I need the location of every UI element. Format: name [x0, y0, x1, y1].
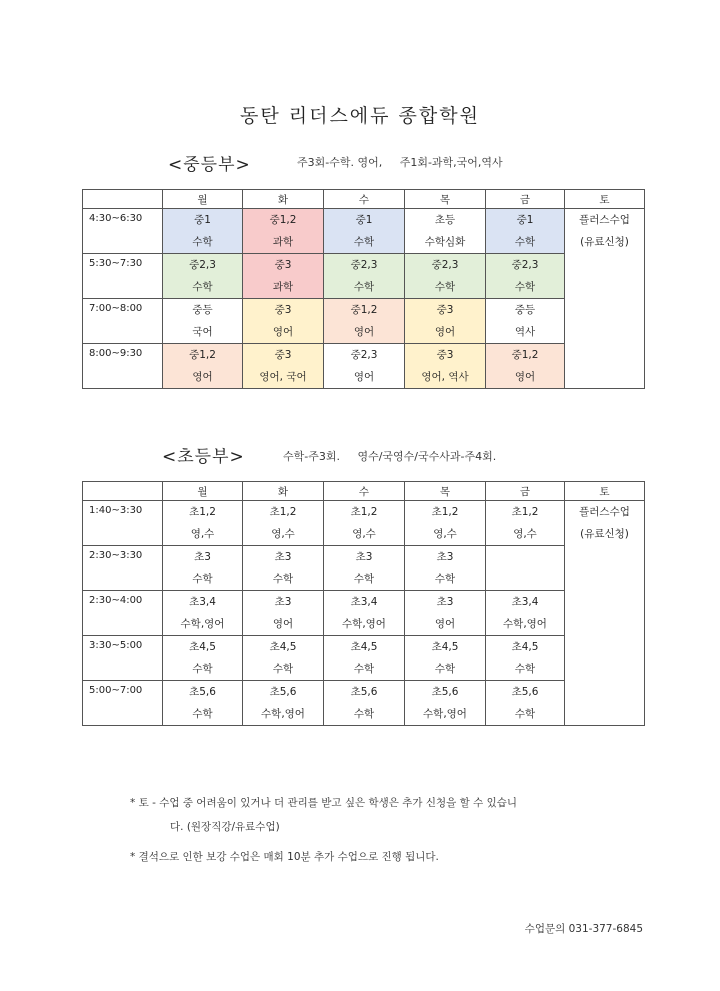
class-grade: 초1,2 [431, 506, 459, 518]
class-subject: 영어, 국어 [259, 371, 307, 383]
class-cell [486, 636, 565, 681]
class-subject: 영어 [192, 371, 213, 383]
class-subject: 수학 [353, 663, 375, 675]
day-header: 화 [243, 482, 324, 501]
table-row [83, 546, 645, 591]
class-subject: 수학 [434, 663, 456, 675]
class-grade: 초1,2 [350, 506, 378, 518]
class-grade: 초5,6 [269, 686, 297, 698]
class-subject: 영어 [272, 618, 294, 630]
time-slot: 5:00~7:00 [83, 681, 163, 726]
class-grade: 초5,6 [350, 686, 378, 698]
class-cell [163, 254, 243, 299]
header-corner [83, 190, 163, 209]
class-subject: 영,수 [190, 528, 215, 540]
class-cell [405, 636, 486, 681]
class-subject: 수학 [514, 708, 536, 720]
class-subject: 수학 [434, 281, 456, 293]
class-subject: 수학 [514, 236, 536, 248]
day-header: 수 [324, 482, 405, 501]
class-cell [486, 299, 565, 344]
class-subject: 영,수 [352, 528, 376, 540]
table-row [83, 591, 645, 636]
class-grade: 중등 [192, 304, 213, 316]
class-subject: 역사 [514, 326, 536, 338]
class-subject: 영어 [434, 618, 456, 630]
class-subject: 수학 [272, 663, 294, 675]
elementary-section-heading: <초등부> [162, 447, 245, 467]
class-grade: 중1,2 [511, 349, 539, 361]
note-saturday-line2: 다. (원장직강/유료수업) [170, 821, 280, 833]
class-cell [324, 591, 405, 636]
class-subject: 수학,영어 [261, 708, 305, 720]
time-slot: 2:30~4:00 [83, 591, 163, 636]
class-grade: 중1 [355, 214, 373, 226]
class-cell [405, 681, 486, 726]
day-header: 토 [565, 190, 645, 209]
class-grade: 초5,6 [189, 686, 216, 698]
class-subject: 수학,영어 [503, 618, 547, 630]
table-row [83, 344, 645, 389]
time-slot: 1:40~3:30 [83, 501, 163, 546]
class-grade: 초3,4 [511, 596, 539, 608]
class-cell [405, 254, 486, 299]
class-grade: 초5,6 [511, 686, 539, 698]
table-row [83, 681, 645, 726]
elementary-schedule-table [82, 481, 645, 726]
class-grade: 초3 [436, 551, 454, 563]
table-row [83, 299, 645, 344]
day-header: 목 [405, 190, 486, 209]
class-grade: 초4,5 [269, 641, 297, 653]
class-cell [163, 344, 243, 389]
class-cell [324, 344, 405, 389]
class-cell [486, 591, 565, 636]
table-row [83, 501, 645, 546]
day-header: 월 [163, 190, 243, 209]
time-slot: 8:00~9:30 [83, 344, 163, 389]
class-grade: 초3 [274, 596, 292, 608]
class-cell [163, 546, 243, 591]
class-cell [243, 681, 324, 726]
class-grade: 중2,3 [189, 259, 216, 271]
class-subject: 과학 [272, 236, 294, 248]
class-subject: 수학 [434, 573, 456, 585]
class-subject: 영어, 역사 [421, 371, 469, 383]
class-subject: 수학,영어 [180, 618, 225, 630]
class-subject: 국어 [192, 326, 213, 338]
class-grade: 초등 [434, 214, 456, 226]
class-grade: 중3 [436, 304, 454, 316]
class-subject: 수학심화 [424, 236, 466, 248]
day-header: 수 [324, 190, 405, 209]
class-grade: 초1,2 [511, 506, 539, 518]
saturday-note: (유료신청) [580, 236, 629, 248]
class-grade: 중1 [194, 214, 211, 226]
class-cell [324, 299, 405, 344]
class-subject: 수학 [514, 281, 536, 293]
class-subject: 수학 [272, 573, 294, 585]
class-grade: 초3 [274, 551, 292, 563]
middle-schedule-table [82, 189, 645, 389]
class-grade: 초1,2 [269, 506, 297, 518]
class-subject: 영어 [353, 371, 375, 383]
class-cell [486, 546, 565, 591]
saturday-cell [565, 501, 645, 726]
day-header: 금 [486, 482, 565, 501]
class-cell [405, 299, 486, 344]
class-cell [163, 299, 243, 344]
day-header: 화 [243, 190, 324, 209]
class-grade: 초5,6 [431, 686, 459, 698]
class-cell [243, 546, 324, 591]
class-subject: 수학 [514, 663, 536, 675]
time-slot: 3:30~5:00 [83, 636, 163, 681]
middle-section-heading: <중등부> [168, 155, 251, 175]
class-cell [324, 209, 405, 254]
class-grade: 초4,5 [189, 641, 216, 653]
class-grade: 중2,3 [431, 259, 459, 271]
table-row [83, 209, 645, 254]
class-grade: 초4,5 [511, 641, 539, 653]
class-subject: 영어 [514, 371, 536, 383]
class-grade: 중1,2 [189, 349, 216, 361]
class-grade: 중2,3 [511, 259, 539, 271]
class-grade: 초3 [194, 551, 211, 563]
header-corner [83, 482, 163, 501]
note-makeup-class: * 결석으로 인한 보강 수업은 매회 10분 추가 수업으로 진행 됩니다. [130, 851, 439, 863]
class-grade: 중3 [274, 349, 292, 361]
page-title: 동탄 리더스에듀 종합학원 [240, 105, 480, 127]
class-cell [405, 546, 486, 591]
elementary-section-subtitle: 수학-주3회. 영수/국영수/국수사과-주4회. [283, 450, 497, 463]
note-saturday-line1: * 토 - 수업 중 어려움이 있거나 더 관리를 받고 싶은 학생은 추가 신청을 할 수 있습니 [130, 797, 518, 809]
class-cell [486, 501, 565, 546]
class-subject: 수학 [192, 236, 213, 248]
class-subject: 영,수 [433, 528, 457, 540]
saturday-class: 플러스수업 [579, 214, 630, 226]
saturday-class: 플러스수업 [579, 506, 630, 518]
class-cell [486, 209, 565, 254]
class-cell [405, 501, 486, 546]
class-cell [405, 209, 486, 254]
class-grade: 중1,2 [350, 304, 378, 316]
class-grade: 중1 [516, 214, 534, 226]
saturday-note: (유료신청) [580, 528, 629, 540]
class-subject: 영어 [353, 326, 375, 338]
class-grade: 초4,5 [431, 641, 459, 653]
day-header: 금 [486, 190, 565, 209]
class-grade: 중3 [274, 259, 292, 271]
class-subject: 영어 [434, 326, 456, 338]
class-grade: 중1,2 [269, 214, 297, 226]
class-subject: 영,수 [513, 528, 537, 540]
class-subject: 영어 [272, 326, 294, 338]
class-subject: 수학,영어 [342, 618, 386, 630]
class-cell [486, 681, 565, 726]
class-grade: 중3 [274, 304, 292, 316]
day-header: 목 [405, 482, 486, 501]
class-cell [324, 681, 405, 726]
class-cell [243, 254, 324, 299]
class-cell [324, 501, 405, 546]
class-cell [405, 591, 486, 636]
class-subject: 과학 [272, 281, 294, 293]
class-grade: 초3 [355, 551, 373, 563]
table-row [83, 636, 645, 681]
middle-section-subtitle: 주3회-수학. 영어, 주1회-과학,국어,역사 [297, 156, 503, 169]
class-cell [324, 254, 405, 299]
class-grade: 중2,3 [350, 349, 378, 361]
class-cell [324, 546, 405, 591]
class-grade: 초3,4 [189, 596, 216, 608]
class-subject: 수학 [192, 573, 213, 585]
class-cell [163, 209, 243, 254]
class-subject: 수학 [192, 708, 213, 720]
class-cell [243, 344, 324, 389]
class-subject: 수학 [192, 663, 213, 675]
time-slot: 7:00~8:00 [83, 299, 163, 344]
class-cell [405, 344, 486, 389]
day-header: 월 [163, 482, 243, 501]
class-grade: 초1,2 [189, 506, 216, 518]
class-subject: 수학,영어 [423, 708, 467, 720]
class-subject: 영,수 [271, 528, 295, 540]
contact-phone: 수업문의 031-377-6845 [524, 923, 643, 935]
class-grade: 초3,4 [350, 596, 378, 608]
class-cell [243, 209, 324, 254]
class-subject: 수학 [353, 573, 375, 585]
class-cell [163, 501, 243, 546]
notes-block [130, 795, 650, 865]
time-slot: 4:30~6:30 [83, 209, 163, 254]
table-header-row [83, 482, 645, 501]
time-slot: 2:30~3:30 [83, 546, 163, 591]
table-row [83, 254, 645, 299]
saturday-cell [565, 209, 645, 389]
class-cell [243, 591, 324, 636]
class-cell [243, 299, 324, 344]
class-cell [243, 501, 324, 546]
class-cell [163, 636, 243, 681]
class-grade: 중2,3 [350, 259, 378, 271]
class-cell [324, 636, 405, 681]
class-grade: 중등 [514, 304, 536, 316]
time-slot: 5:30~7:30 [83, 254, 163, 299]
class-subject: 수학 [353, 708, 375, 720]
table-header-row [83, 190, 645, 209]
class-cell [243, 636, 324, 681]
class-grade: 초4,5 [350, 641, 378, 653]
day-header: 토 [565, 482, 645, 501]
class-cell [163, 591, 243, 636]
class-grade: 초3 [436, 596, 454, 608]
class-cell [163, 681, 243, 726]
class-subject: 수학 [353, 236, 375, 248]
class-grade: 중3 [436, 349, 454, 361]
class-subject: 수학 [192, 281, 213, 293]
class-cell [486, 254, 565, 299]
class-cell [486, 344, 565, 389]
class-subject: 수학 [353, 281, 375, 293]
